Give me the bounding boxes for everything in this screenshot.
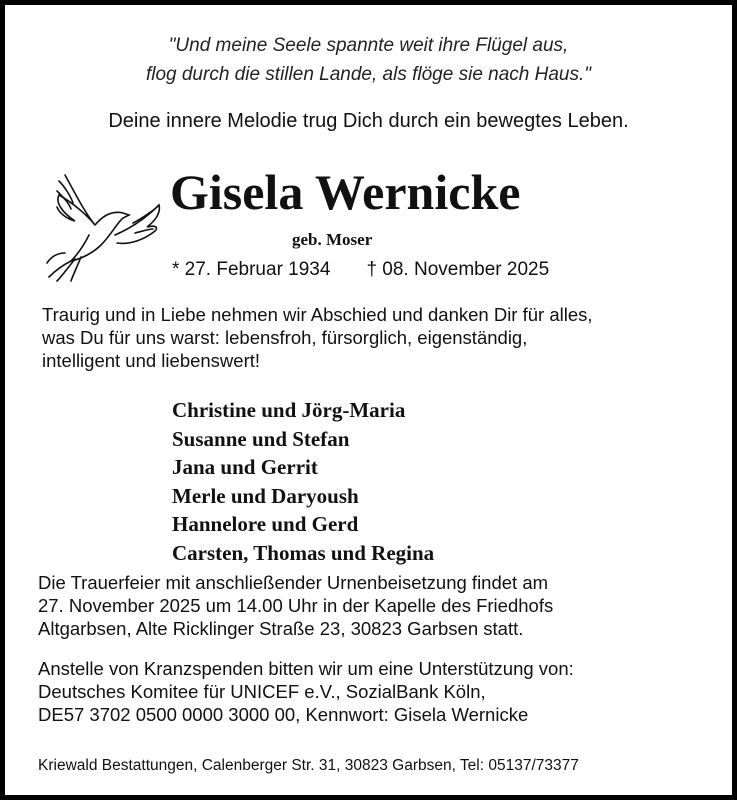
- ceremony-line: Altgarbsen, Alte Ricklinger Straße 23, 30823 Garbsen statt.: [38, 618, 524, 639]
- family-member: Jana und Gerrit: [172, 455, 318, 480]
- farewell-line: Traurig und in Liebe nehmen wir Abschied und danken Dir für alles,: [42, 304, 593, 325]
- farewell-line: was Du für uns warst: lebensfroh, fürsorglich, eigenständig,: [42, 327, 528, 348]
- donation-line: Deutsches Komitee für UNICEF e.V., SozialBank Köln,: [38, 681, 486, 702]
- ceremony-text: [38, 571, 553, 640]
- funeral-home-footer: Kriewald Bestattungen, Calenberger Str. 31, 30823 Garbsen, Tel: 05137/73377: [38, 757, 579, 774]
- maiden-name: geb. Moser: [292, 230, 373, 249]
- family-member: Christine und Jörg-Maria: [172, 398, 406, 422]
- obituary-notice: [5, 5, 732, 795]
- quote-line-2: flog durch die stillen Lande, als flöge sie nach Haus.": [145, 64, 592, 85]
- family-list: [172, 396, 434, 568]
- quote-line-1: "Und meine Seele spannte weit ihre Flügel aus,: [168, 35, 569, 56]
- ceremony-line: Die Trauerfeier mit anschließender Urnenbeisetzung findet am: [38, 572, 549, 593]
- deceased-name: Gisela Wernicke: [170, 164, 521, 220]
- farewell-text: [42, 303, 593, 372]
- melody-line: Deine innere Melodie trug Dich durch ein bewegtes Leben.: [108, 110, 629, 132]
- donation-line: DE57 3702 0500 0000 3000 00, Kennwort: Gisela Wernicke: [38, 704, 529, 725]
- family-member: Susanne und Stefan: [172, 426, 350, 451]
- donation-text: [38, 657, 574, 726]
- birth-date: * 27. Februar 1934: [172, 259, 331, 280]
- life-dates: [172, 259, 585, 281]
- death-date: † 08. November 2025: [366, 259, 550, 280]
- family-member: Hannelore und Gerd: [172, 512, 359, 537]
- donation-line: Anstelle von Kranzspenden bitten wir um eine Unterstützung von:: [38, 658, 574, 679]
- family-member: Carsten, Thomas und Regina: [172, 540, 435, 565]
- family-member: Merle und Daryoush: [172, 483, 359, 508]
- dove-icon: [45, 173, 165, 283]
- farewell-line: intelligent und liebenswert!: [42, 350, 261, 371]
- ceremony-line: 27. November 2025 um 14.00 Uhr in der Kapelle des Friedhofs: [38, 595, 554, 616]
